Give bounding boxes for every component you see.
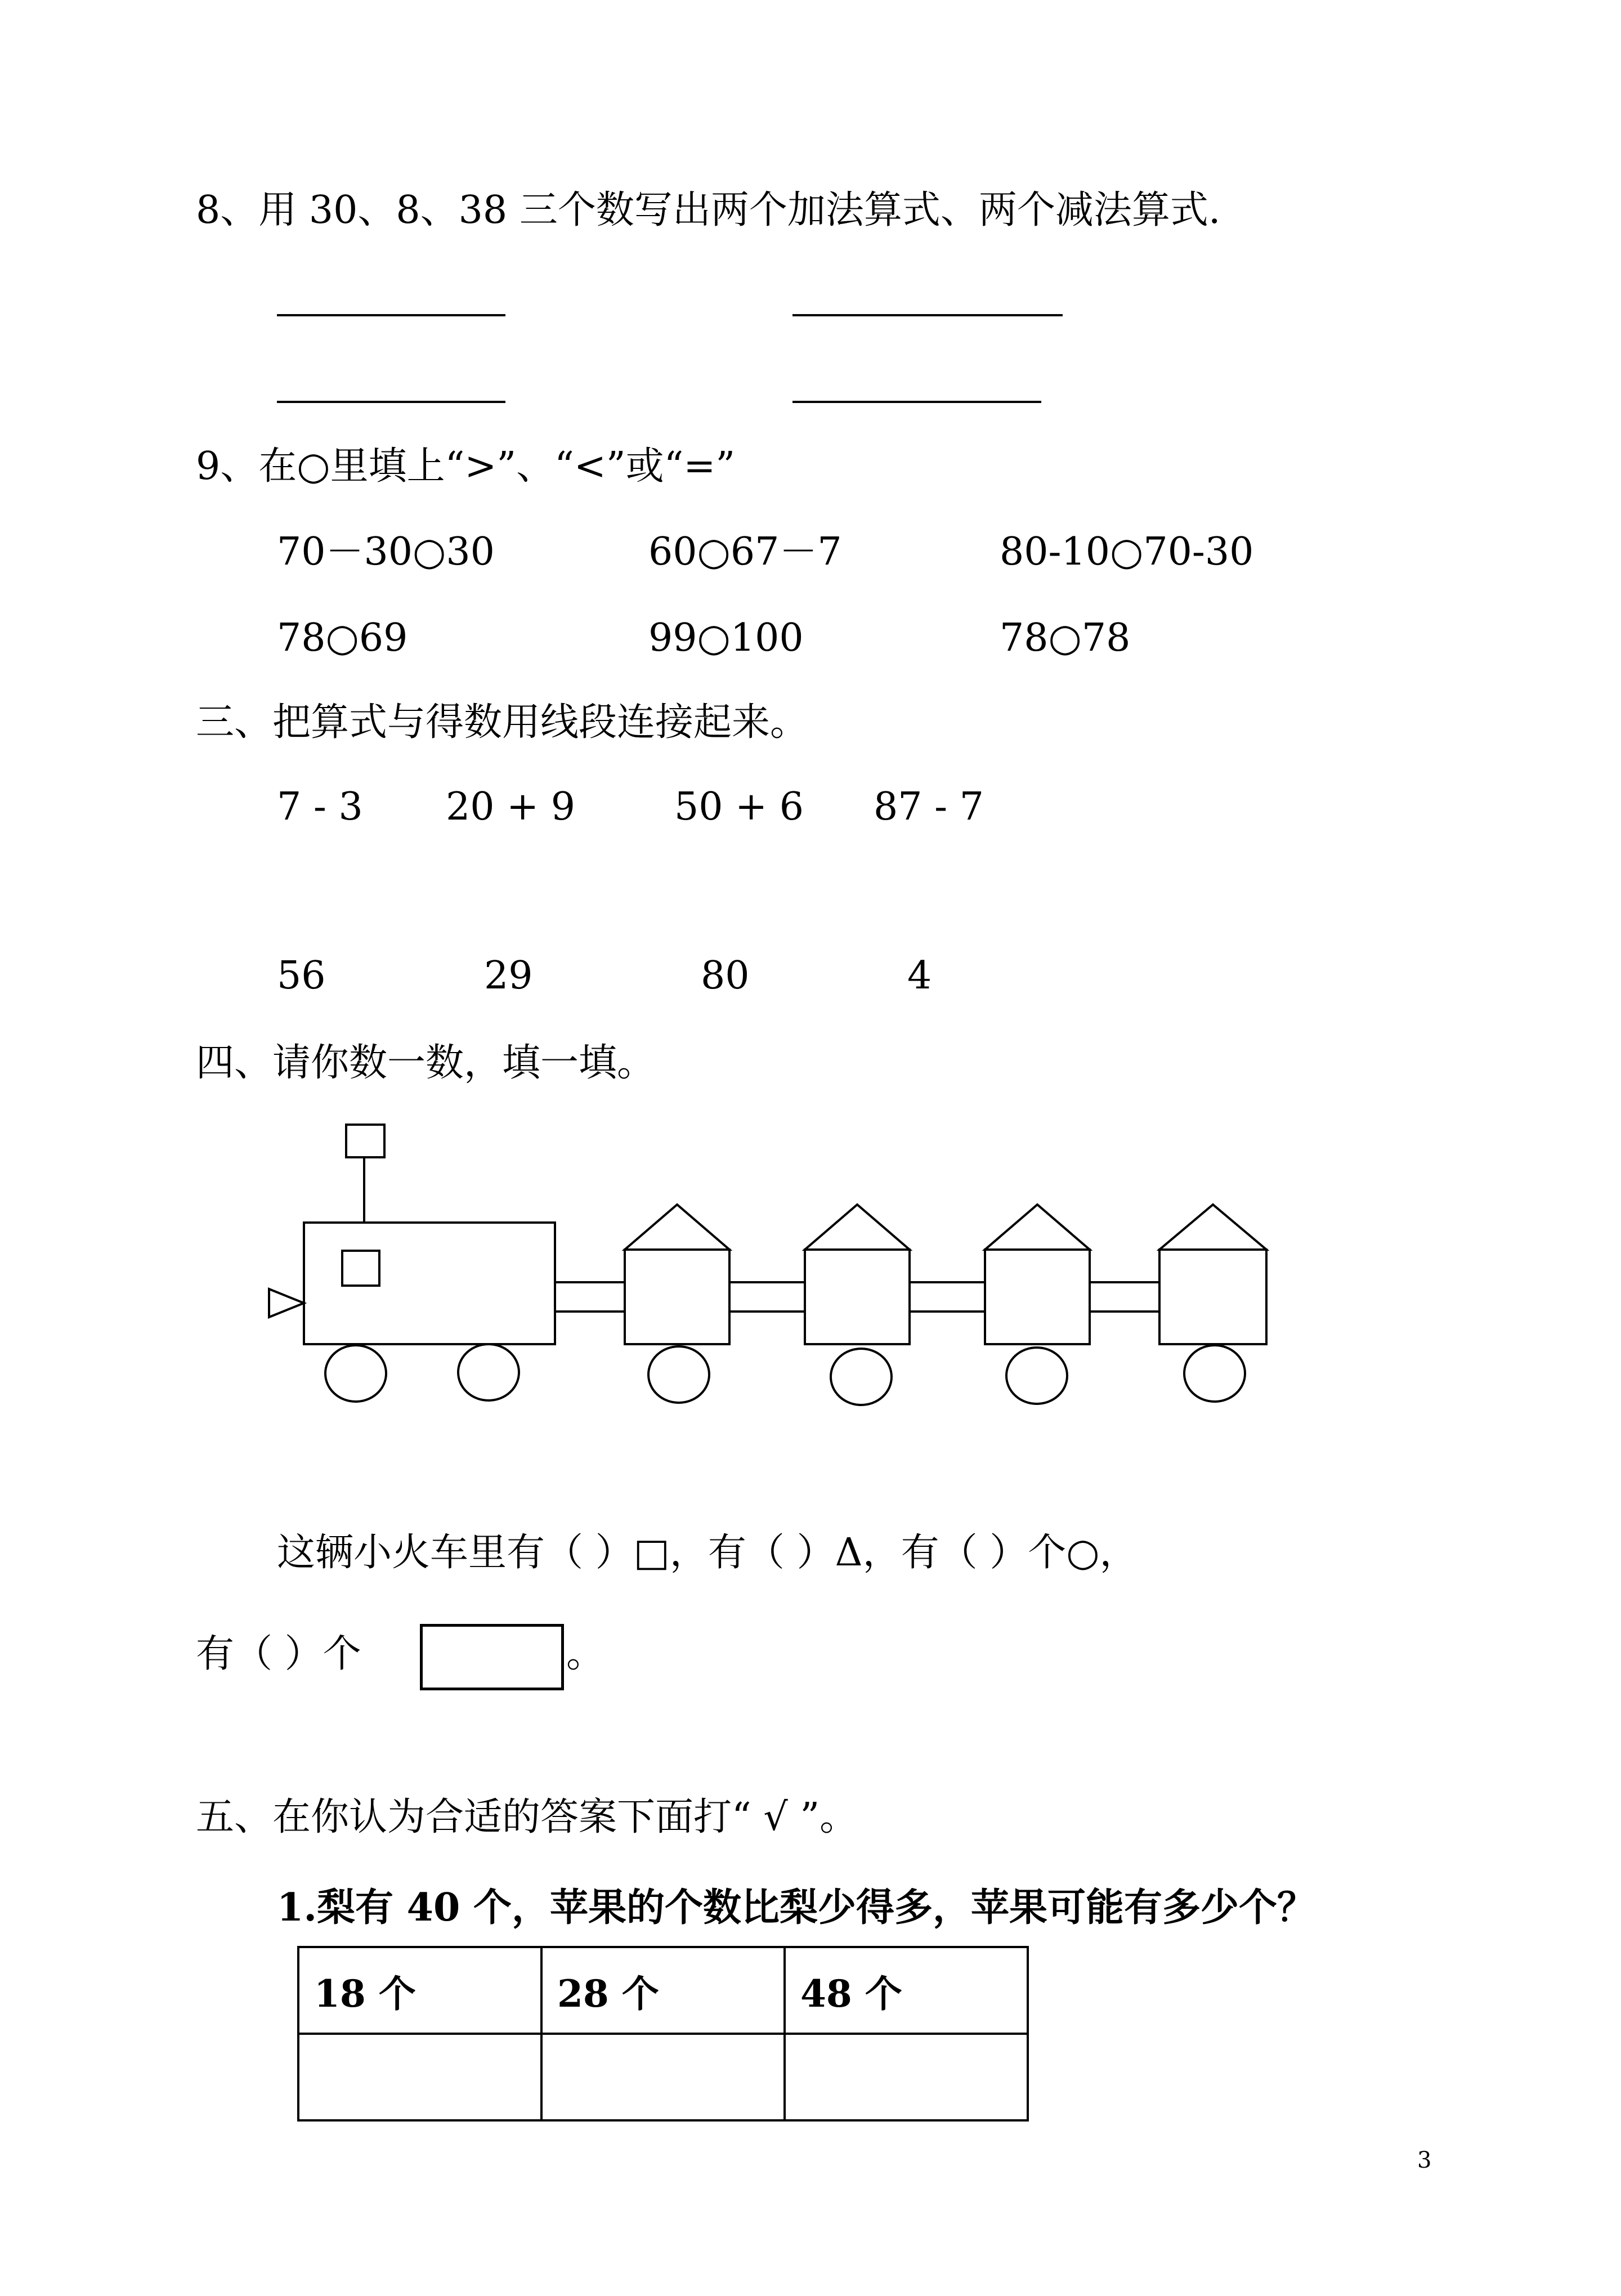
train-figure [265, 1120, 1278, 1413]
wheel-circle [648, 1346, 709, 1403]
car-body [625, 1250, 729, 1344]
engine-nose-triangle [269, 1289, 304, 1317]
car-body [1159, 1250, 1266, 1344]
wheel-circle [1184, 1345, 1245, 1402]
expression[interactable]: 50 + 6 [674, 785, 804, 829]
q9-item: 78○69 [277, 616, 408, 660]
q8-answer-line-2[interactable] [792, 314, 1063, 316]
count-sentence-line-1: 这辆小火车里有（ ）□，有（ ）Δ，有（ ）个○， [277, 1530, 1138, 1575]
coupler [729, 1282, 805, 1312]
page-number: 3 [1417, 2147, 1432, 2173]
coupler [1090, 1282, 1159, 1312]
section-5-title: 五、在你认为合适的答案下面打“ √ ”。 [196, 1795, 858, 1840]
option-cell: 48 个 [785, 1947, 1028, 2034]
answer-table [297, 1946, 1029, 2122]
rectangle-shape-icon [420, 1624, 564, 1690]
count-sentence-line-2: 有（ ）个 [196, 1632, 361, 1676]
wheel-circle [325, 1345, 386, 1402]
q9-item: 99○100 [648, 616, 804, 660]
q8-prompt: 8、用 30、8、38 三个数写出两个加法算式、两个减法算式. [196, 188, 1221, 232]
count-sentence-end: 。 [566, 1632, 605, 1676]
expression[interactable]: 20 + 9 [446, 785, 575, 829]
q9-item: 80-10○70-30 [1000, 530, 1254, 574]
car-roof-triangle [985, 1205, 1090, 1250]
table-row [298, 2034, 1028, 2120]
q8-answer-line-1[interactable] [277, 314, 505, 316]
car-body [985, 1250, 1090, 1344]
result[interactable]: 56 [277, 954, 326, 998]
section-3-title: 三、把算式与得数用线段连接起来。 [196, 700, 809, 745]
expression[interactable]: 87 - 7 [874, 785, 984, 829]
option-cell: 28 个 [541, 1947, 785, 2034]
answer-cell[interactable] [541, 2034, 785, 2120]
wheel-circle [1006, 1348, 1067, 1404]
table-row [298, 1947, 1028, 2034]
result[interactable]: 4 [907, 954, 932, 998]
wheel-circle [458, 1344, 519, 1400]
answer-cell[interactable] [298, 2034, 541, 2120]
result[interactable]: 29 [484, 954, 533, 998]
car-roof-triangle [805, 1205, 910, 1250]
q8-answer-line-4[interactable] [792, 401, 1041, 403]
coupler [910, 1282, 985, 1312]
q8-answer-line-3[interactable] [277, 401, 505, 403]
car-roof-triangle [1159, 1205, 1266, 1250]
wheel-circle [831, 1349, 892, 1405]
chimney-square [346, 1125, 384, 1157]
section-4-title: 四、请你数一数，填一填。 [196, 1041, 656, 1085]
car-body [805, 1250, 910, 1344]
option-cell: 18 个 [298, 1947, 541, 2034]
answer-cell[interactable] [785, 2034, 1028, 2120]
car-roof-triangle [625, 1205, 729, 1250]
result[interactable]: 80 [701, 954, 750, 998]
q9-item: 60○67－7 [648, 530, 842, 574]
q9-item: 78○78 [1000, 616, 1131, 660]
coupler [555, 1282, 625, 1312]
q9-item: 70－30○30 [277, 530, 495, 574]
q5-1-prompt: 1.梨有 40 个，苹果的个数比梨少得多，苹果可能有多少个？ [277, 1885, 1315, 1930]
expression[interactable]: 7 - 3 [277, 785, 363, 829]
q9-prompt: 9、在○里填上“>”、“<”或“=” [196, 444, 736, 489]
engine-window [342, 1251, 379, 1286]
